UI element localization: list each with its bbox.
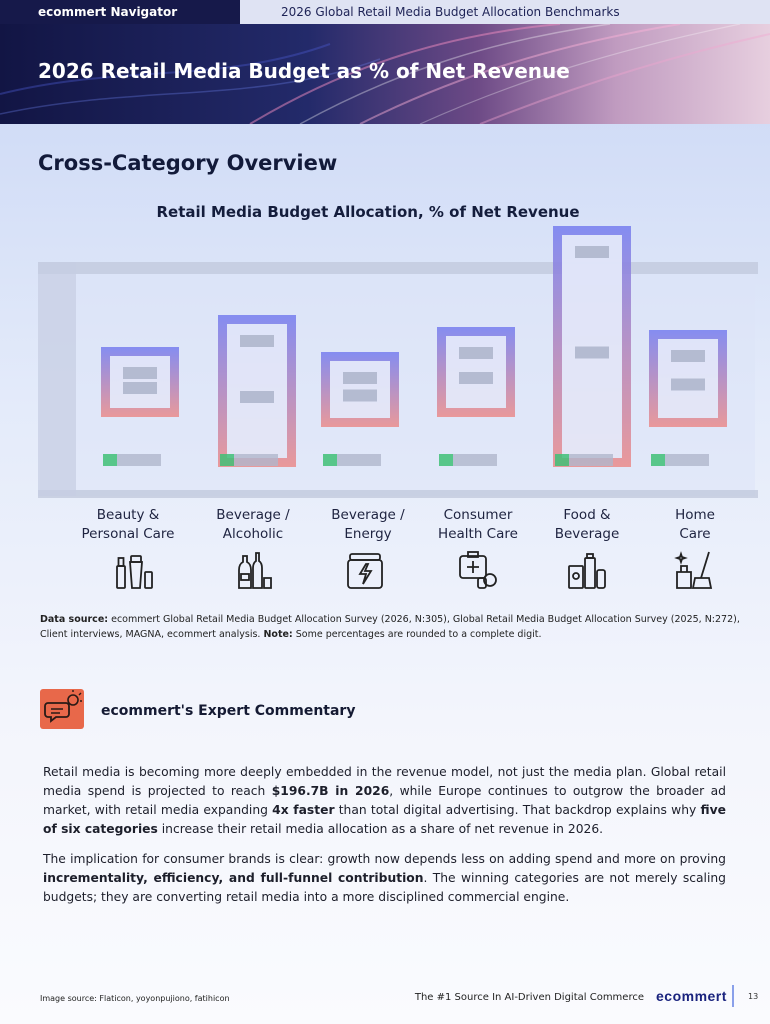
section-title: Cross-Category Overview (38, 151, 338, 175)
chart-baseline (38, 490, 758, 498)
page-number: 13 (748, 992, 759, 1001)
note-label: Note: (263, 629, 293, 640)
category-label: Beverage / Energy (331, 507, 405, 542)
bar-label-blur (671, 350, 705, 362)
source-note (40, 612, 740, 642)
medicine-icon (456, 548, 500, 592)
bar-label-blur (343, 390, 377, 402)
bar-label-blur (240, 391, 274, 403)
bar-label-blur (343, 372, 377, 384)
change-label-blur (117, 454, 161, 466)
change-indicator (103, 454, 117, 466)
change-indicator (323, 454, 337, 466)
chart-title: Retail Media Budget Allocation, % of Net Revenue (156, 203, 580, 221)
commentary-paragraph-1: Retail media is becoming more deeply embedded in the revenue model, not just the media plan. Global retail media spend is projected to reach $196.7B in 2026, while Europe continues to outgrow the broader ad market, with retail media expanding 4x faster than total digital advertising. That backdrop explains why five of six categories increase their retail media allocation as a share of net revenue in 2026. (43, 765, 727, 836)
image-source-credit: Image source: Flaticon, yoyonpujiono, fatihicon (40, 994, 230, 1003)
category-label: Beverage / Alcoholic (216, 507, 290, 542)
brand-tab: ecommert Navigator (0, 0, 240, 24)
bar-chart (10, 222, 760, 504)
energy-drink-icon (343, 548, 387, 592)
cosmetics-icon (112, 548, 156, 592)
change-label-blur (665, 454, 709, 466)
bar-label-blur (575, 347, 609, 359)
change-indicator (555, 454, 569, 466)
bar-label-blur (671, 379, 705, 391)
bar-label-blur (123, 382, 157, 394)
bar-chart-svg (10, 222, 760, 504)
bar-label-blur (459, 372, 493, 384)
expert-commentary-icon (40, 689, 84, 729)
cleaning-icon (673, 548, 717, 592)
change-indicator (439, 454, 453, 466)
source-text: ecommert Global Retail Media Budget Allocation Survey (2026, N:305), Global Retail Media Budget Allocation Survey (2025, N:272), Client interviews, MAGNA, ecommert analysis. (40, 614, 740, 640)
source-label: Data source: (40, 614, 109, 625)
footer-logo: ecommert (656, 988, 727, 1004)
title-banner (0, 24, 770, 124)
chart-axis-band (38, 262, 76, 496)
bar-label-blur (575, 246, 609, 258)
category-label: Food & Beverage (554, 507, 620, 542)
commentary-paragraph-2: The implication for consumer brands is clear: growth now depends less on adding spend and more on proving incrementality, efficiency, and full-funnel contribution. The winning categories are not merely scaling budgets; they are converting retail media into a more disciplined commercial engine. (43, 852, 726, 904)
category-label: Consumer Health Care (438, 507, 518, 542)
change-label-blur (453, 454, 497, 466)
document-title-tab: 2026 Global Retail Media Budget Allocation Benchmarks (240, 0, 770, 24)
category-label: Beauty & Personal Care (81, 507, 175, 542)
category-label: Home Care (675, 507, 715, 542)
commentary-title: ecommert's Expert Commentary (101, 703, 356, 719)
note-text: Some percentages are rounded to a complete digit. (295, 629, 542, 640)
bottles-icon (231, 548, 275, 592)
chart-top-band (38, 262, 758, 274)
banner-title: 2026 Retail Media Budget as % of Net Revenue (38, 59, 570, 83)
footer-separator (732, 985, 734, 1007)
change-indicator (220, 454, 234, 466)
groceries-icon (565, 548, 609, 592)
footer-tagline: The #1 Source In AI-Driven Digital Commerce (414, 992, 644, 1003)
category-icons (0, 548, 770, 592)
change-label-blur (337, 454, 381, 466)
change-indicator (651, 454, 665, 466)
change-label-blur (569, 454, 613, 466)
bar-label-blur (459, 347, 493, 359)
bar-label-blur (123, 367, 157, 379)
category-labels (0, 506, 770, 546)
top-strip (0, 0, 770, 24)
bar-label-blur (240, 335, 274, 347)
change-label-blur (234, 454, 278, 466)
